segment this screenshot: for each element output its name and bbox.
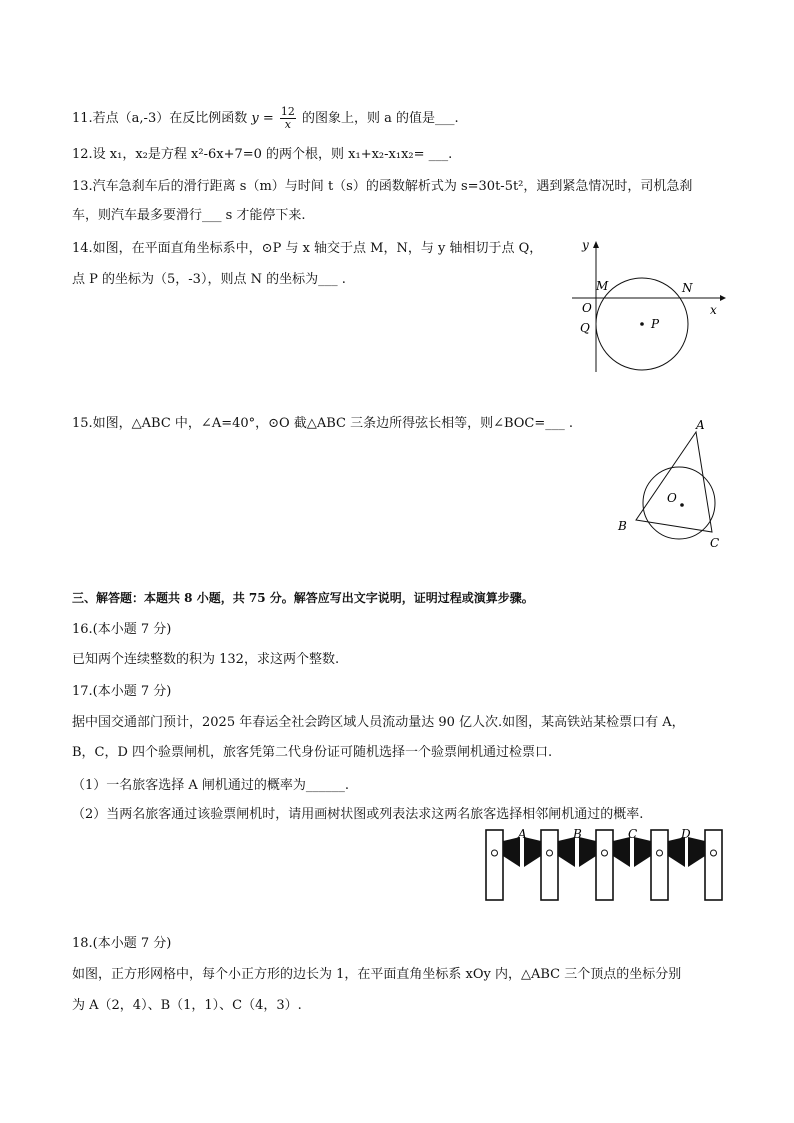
q15-c-label: C <box>710 536 720 550</box>
question-17-title: 17.(本小题 7 分) <box>72 684 172 699</box>
gate-c-flaps <box>613 837 651 867</box>
q15-figure <box>612 412 732 552</box>
gate-a-flaps <box>503 837 541 867</box>
gate-post-2 <box>541 830 558 900</box>
q14-x-arrow-icon <box>720 295 726 301</box>
q11-text-before: 11.若点（a,-3）在反比例函数 <box>72 111 248 126</box>
q14-y-label: y <box>582 238 589 252</box>
question-14-line2: 点 P 的坐标为（5，-3），则点 N 的坐标为___ . <box>72 272 346 287</box>
q14-figure-svg <box>568 236 734 376</box>
q15-a-label: A <box>696 418 705 432</box>
question-11 <box>72 106 459 131</box>
q14-point-p <box>640 322 644 326</box>
gate-post-5 <box>705 830 722 900</box>
question-18-line1: 如图，正方形网格中，每个小正方形的边长为 1，在平面直角坐标系 xOy 内，△ABC 三个顶点的坐标分别 <box>72 967 682 982</box>
question-15: 15.如图，△ABC 中，∠A=40°，⊙O 截△ABC 三条边所得弦长相等，则∠BOC=___ . <box>72 416 574 431</box>
question-14-line1: 14.如图，在平面直角坐标系中，⊙P 与 x 轴交于点 M，N，与 y 轴相切于点 Q， <box>72 241 543 256</box>
q14-q-label: Q <box>580 321 590 335</box>
gate-a-label: A <box>518 827 527 841</box>
q11-fraction <box>280 106 296 131</box>
question-13-line1: 13.汽车急刹车后的滑行距离 s（m）与时间 t（s）的函数解析式为 s=30t-5t²，遇到紧急情况时，司机急刹 <box>72 179 693 194</box>
q14-p-label: P <box>651 317 660 331</box>
question-18-line2: 为 A（2，4）、B（1，1）、C（4，3）. <box>72 998 302 1013</box>
question-17-part1: （1）一名旅客选择 A 闸机通过的概率为______. <box>72 778 350 793</box>
q14-y-arrow-icon <box>593 241 599 248</box>
gate-b-label: B <box>573 827 582 841</box>
section-3-header: 三、解答题：本题共 8 小题，共 75 分。解答应写出文字说明，证明过程或演算步骤。 <box>72 591 534 605</box>
q15-circle-o <box>643 467 715 539</box>
question-17-part2: （2）当两名旅客通过该验票闸机时，请用画树状图或列表法求这两名旅客选择相邻闸机通过的概率. <box>72 807 644 822</box>
q15-point-o <box>680 503 684 507</box>
question-13-line2: 车，则汽车最多要滑行___ s 才能停下来. <box>72 208 306 223</box>
gate-post-3 <box>596 830 613 900</box>
q15-o-label: O <box>667 491 677 505</box>
q14-figure <box>568 236 734 376</box>
q15-triangle-abc <box>636 432 712 532</box>
q15-figure-svg <box>612 412 732 552</box>
q17-gates-svg <box>484 826 724 902</box>
gate-d-label: D <box>681 827 691 841</box>
q11-frac-numerator: 12 <box>280 105 295 118</box>
question-16-title: 16.(本小题 7 分) <box>72 622 172 637</box>
gate-d-flaps <box>668 837 705 867</box>
gate-c-label: C <box>628 827 638 841</box>
gate-post-1 <box>486 830 503 900</box>
question-12: 12.设 x₁，x₂是方程 x²-6x+7=0 的两个根，则 x₁+x₂-x₁x₂= ___. <box>72 147 453 162</box>
q14-o-label: O <box>582 301 592 315</box>
question-17-line1: 据中国交通部门预计，2025 年春运全社会跨区域人员流动量达 90 亿人次.如图，某高铁站某检票口有 A， <box>72 715 685 730</box>
q14-n-label: N <box>682 281 693 295</box>
q11-frac-denominator: x <box>284 118 291 131</box>
q11-text-after: 的图象上，则 a 的值是___. <box>302 111 459 126</box>
gate-post-4 <box>651 830 668 900</box>
q14-x-label: x <box>710 303 717 317</box>
question-18-title: 18.(本小题 7 分) <box>72 936 172 951</box>
q11-func-prefix: y = <box>251 111 274 126</box>
question-17-line2: B，C，D 四个验票闸机，旅客凭第二代身份证可随机选择一个验票闸机通过检票口. <box>72 745 553 760</box>
question-16-body: 已知两个连续整数的积为 132，求这两个整数. <box>72 652 340 667</box>
q17-gates-figure <box>484 826 724 902</box>
q15-b-label: B <box>618 519 627 533</box>
gate-b-flaps <box>558 837 596 867</box>
q14-m-label: M <box>596 279 609 293</box>
